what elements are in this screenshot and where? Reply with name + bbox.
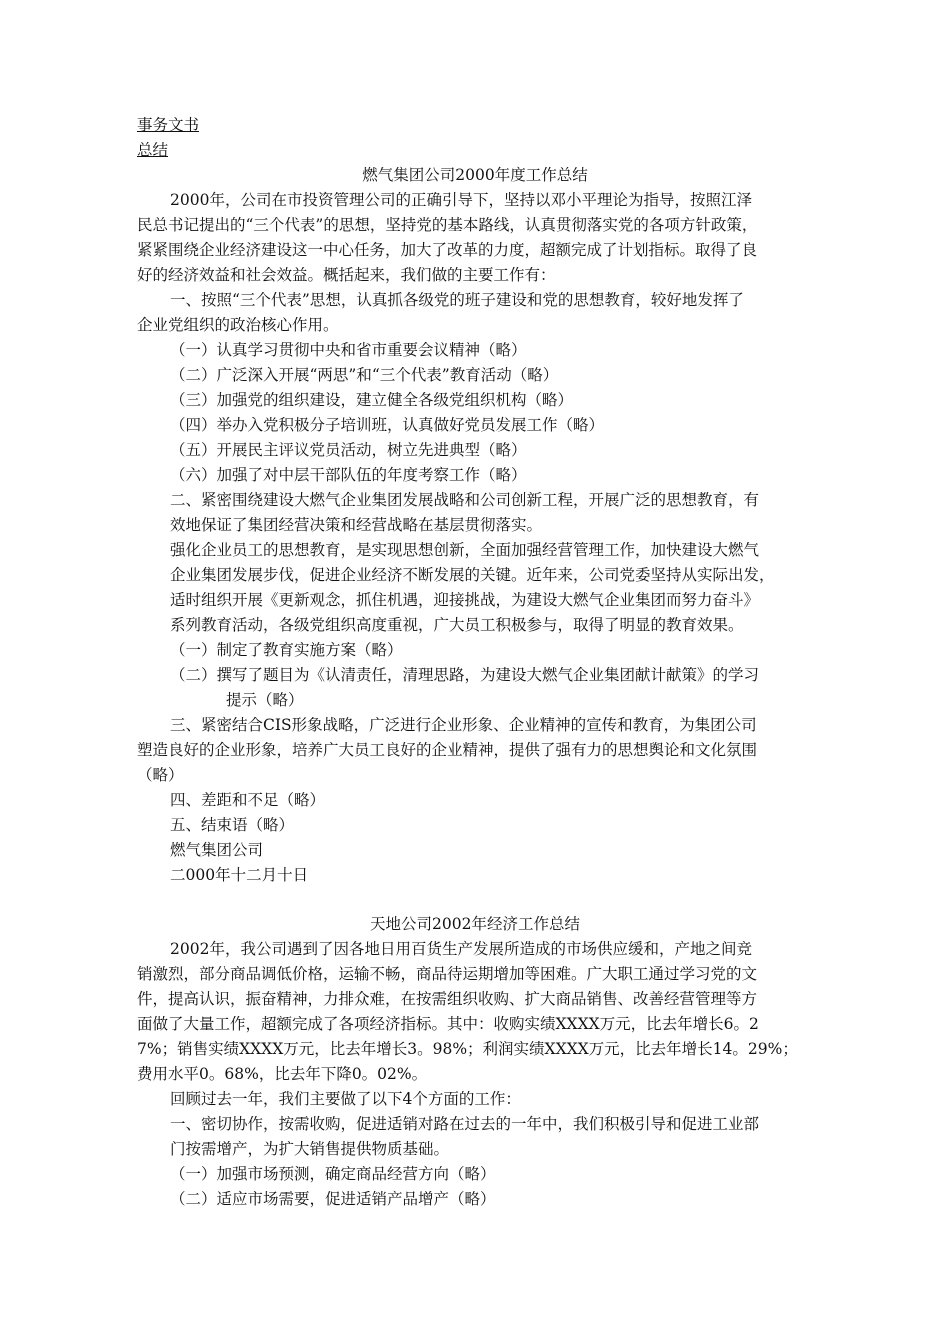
doc2-line: 门按需增产，为扩大销售提供物质基础。: [170, 1140, 450, 1158]
doc1-line: 五、结束语（略）: [170, 816, 295, 834]
subcategory-link[interactable]: 总结: [137, 141, 169, 159]
doc1-line: 2000年，公司在市投资管理公司的正确引导下，坚持以邓小平理论为指导，按照江泽: [170, 191, 752, 209]
doc1-line: 适时组织开展《更新观念，抓住机遇，迎接挑战，为建设大燃气企业集团而努力奋斗》: [170, 591, 760, 609]
doc1-line: 塑造良好的企业形象，培养广大员工良好的企业精神，提供了强有力的思想舆论和文化氛围: [137, 741, 758, 759]
doc1-line: 强化企业员工的思想教育，是实现思想创新，全面加强经营管理工作，加快建设大燃气: [170, 541, 760, 559]
doc1-line: 三、紧密结合CIS形象战略，广泛进行企业形象、企业精神的宣传和教育，为集团公司: [170, 716, 757, 734]
doc2-line: 7%；销售实绩XXXX万元，比去年增长3。98%；利润实绩XXXX万元，比去年增长14。29%；: [137, 1040, 798, 1058]
doc1-signature: 燃气集团公司: [170, 841, 264, 859]
doc1-line: （六）加强了对中层干部队伍的年度考察工作（略）: [170, 466, 527, 484]
doc2-title: 天地公司2002年经济工作总结: [370, 915, 580, 933]
doc2-line: 费用水平0。68%，比去年下降0。02%。: [137, 1065, 428, 1083]
doc2-line: 件，提高认识，振奋精神，力排众难，在按需组织收购、扩大商品销售、改善经营管理等方: [137, 990, 758, 1008]
doc2-line: 回顾过去一年，我们主要做了以下4个方面的工作：: [170, 1090, 521, 1108]
doc1-line: 一、按照“三个代表”思想，认真抓各级党的班子建设和党的思想教育，较好地发挥了: [170, 291, 744, 309]
doc1-line: （一）制定了教育实施方案（略）: [170, 641, 403, 659]
category-link[interactable]: 事务文书: [137, 116, 200, 134]
doc2-line: （一）加强市场预测，确定商品经营方向（略）: [170, 1165, 496, 1183]
doc2-line: 销激烈，部分商品调低价格，运输不畅，商品待运期增加等困难。广大职工通过学习党的文: [137, 965, 758, 983]
doc2-line: 面做了大量工作，超额完成了各项经济指标。其中：收购实绩XXXX万元，比去年增长6。2: [137, 1015, 759, 1033]
doc1-date: 二000年十二月十日: [170, 866, 309, 884]
doc1-line: 二、紧密围绕建设大燃气企业集团发展战略和公司创新工程，开展广泛的思想教育，有: [170, 491, 760, 509]
doc1-line: 系列教育活动，各级党组织高度重视，广大员工积极参与，取得了明显的教育效果。: [170, 616, 744, 634]
doc1-line: 四、差距和不足（略）: [170, 791, 326, 809]
doc1-line: （二）广泛深入开展“两思”和“三个代表”教育活动（略）: [170, 366, 559, 384]
doc1-line: （略）: [137, 766, 184, 784]
doc1-title: 燃气集团公司2000年度工作总结: [362, 166, 588, 184]
doc1-line: 企业党组织的政治核心作用。: [137, 316, 339, 334]
doc1-line: （四）举办入党积极分子培训班，认真做好党员发展工作（略）: [170, 416, 605, 434]
doc1-line: 紧紧围绕企业经济建设这一中心任务，加大了改革的力度，超额完成了计划指标。取得了良: [137, 241, 758, 259]
doc1-line: （三）加强党的组织建设，建立健全各级党组织机构（略）: [170, 391, 574, 409]
doc1-line: 民总书记提出的“三个代表”的思想，坚持党的基本路线，认真贯彻落实党的各项方针政策，: [137, 216, 758, 234]
doc1-line: 效地保证了集团经营决策和经营战略在基层贯彻落实。: [170, 516, 543, 534]
doc1-line: 企业集团发展步伐，促进企业经济不断发展的关键。近年来，公司党委坚持从实际出发，: [170, 566, 775, 584]
doc1-line: 好的经济效益和社会效益。概括起来，我们做的主要工作有：: [137, 266, 556, 284]
doc1-line: （一）认真学习贯彻中央和省市重要会议精神（略）: [170, 341, 527, 359]
doc2-line: 一、密切协作，按需收购，促进适销对路在过去的一年中，我们积极引导和促进工业部: [170, 1115, 760, 1133]
doc1-line: （五）开展民主评议党员活动，树立先进典型（略）: [170, 441, 527, 459]
doc1-line: 提示（略）: [226, 691, 304, 709]
doc2-line: 2002年，我公司遇到了因各地日用百货生产发展所造成的市场供应缓和，产地之间竞: [170, 940, 752, 958]
doc1-line: （二）撰写了题目为《认清责任，清理思路，为建设大燃气企业集团献计献策》的学习: [170, 666, 760, 684]
doc2-line: （二）适应市场需要，促进适销产品增产（略）: [170, 1190, 496, 1208]
